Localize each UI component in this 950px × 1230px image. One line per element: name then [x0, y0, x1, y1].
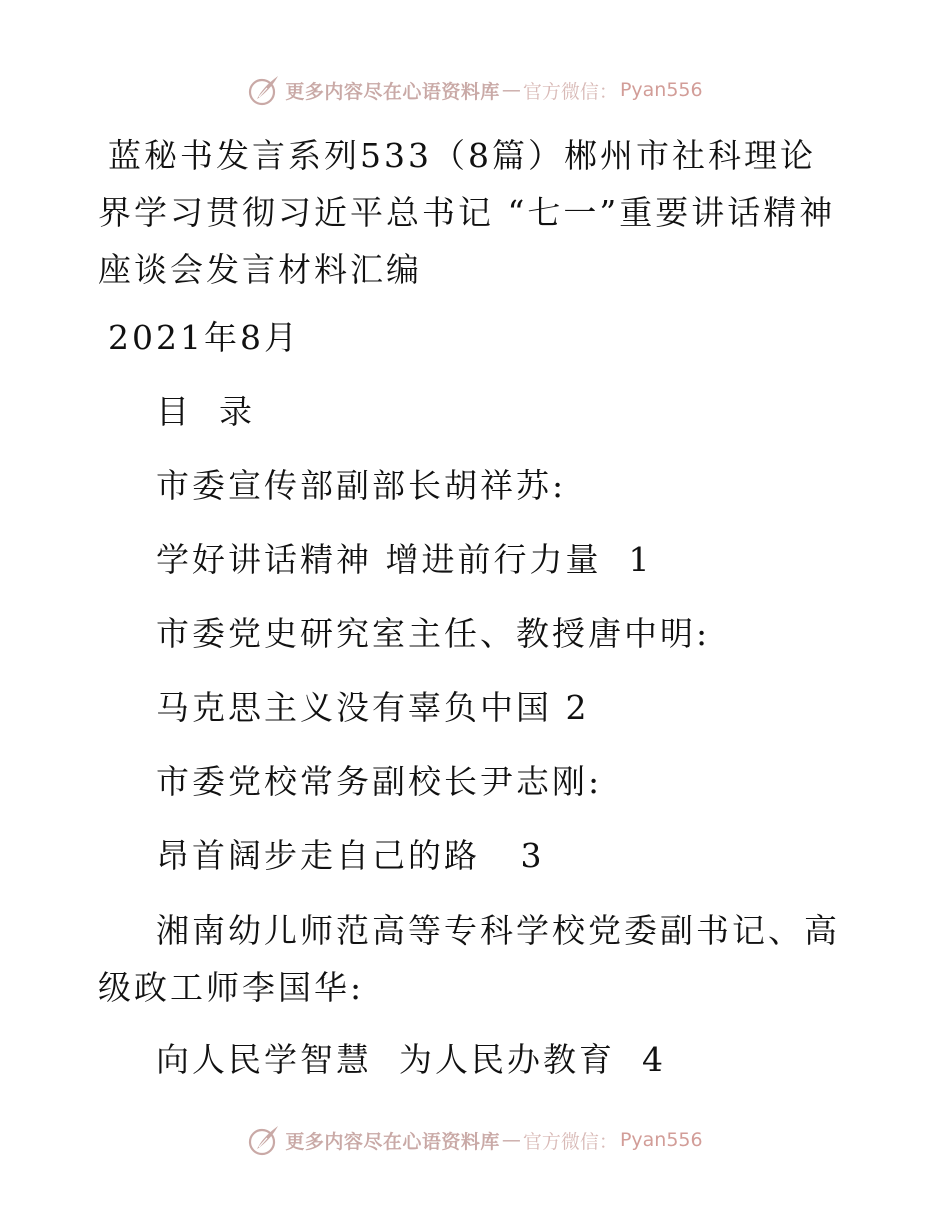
watermark-wechat-id: Pyan556 [619, 79, 703, 101]
quill-pen-logo-icon [247, 73, 281, 107]
toc-title-3: 昂首阔步走自己的路 3 [156, 836, 545, 875]
document-date: 2021年8月 [108, 318, 300, 357]
watermark-banner-top [0, 70, 950, 110]
document-body [98, 122, 843, 1079]
watermark-banner-bottom [0, 1120, 950, 1160]
quill-pen-logo-icon [247, 1123, 281, 1157]
watermark-dash: — [501, 1129, 521, 1151]
toc-speaker-2: 市委党史研究室主任、教授唐中明: [156, 614, 711, 653]
toc-speaker-4: 湘南幼儿师范高等专科学校党委副书记、高级政工师李国华: [98, 911, 840, 1007]
toc-title-2: 马克思主义没有辜负中国 2 [156, 688, 590, 727]
watermark-tail-text: 官方微信： [522, 1130, 618, 1153]
watermark-main-text: 更多内容尽在心语资料库 [285, 80, 500, 103]
toc-speaker-3: 市委党校常务副校长尹志刚: [156, 762, 603, 801]
watermark-dash: — [501, 79, 521, 101]
watermark-main-text: 更多内容尽在心语资料库 [285, 1130, 500, 1153]
document-title: 蓝秘书发言系列533（8篇）郴州市社科理论界学习贯彻习近平总书记 “七一”重要讲话精神座谈会发言材料汇编 [98, 136, 836, 289]
watermark-tail-text: 官方微信： [522, 80, 618, 103]
toc-heading: 目 录 [156, 392, 255, 431]
toc-title-1: 学好讲话精神 增进前行力量 1 [156, 540, 653, 579]
toc-speaker-1: 市委宣传部副部长胡祥苏: [156, 466, 567, 505]
toc-title-4: 向人民学智慧 为人民办教育 4 [156, 1040, 666, 1079]
watermark-wechat-id: Pyan556 [619, 1129, 703, 1151]
